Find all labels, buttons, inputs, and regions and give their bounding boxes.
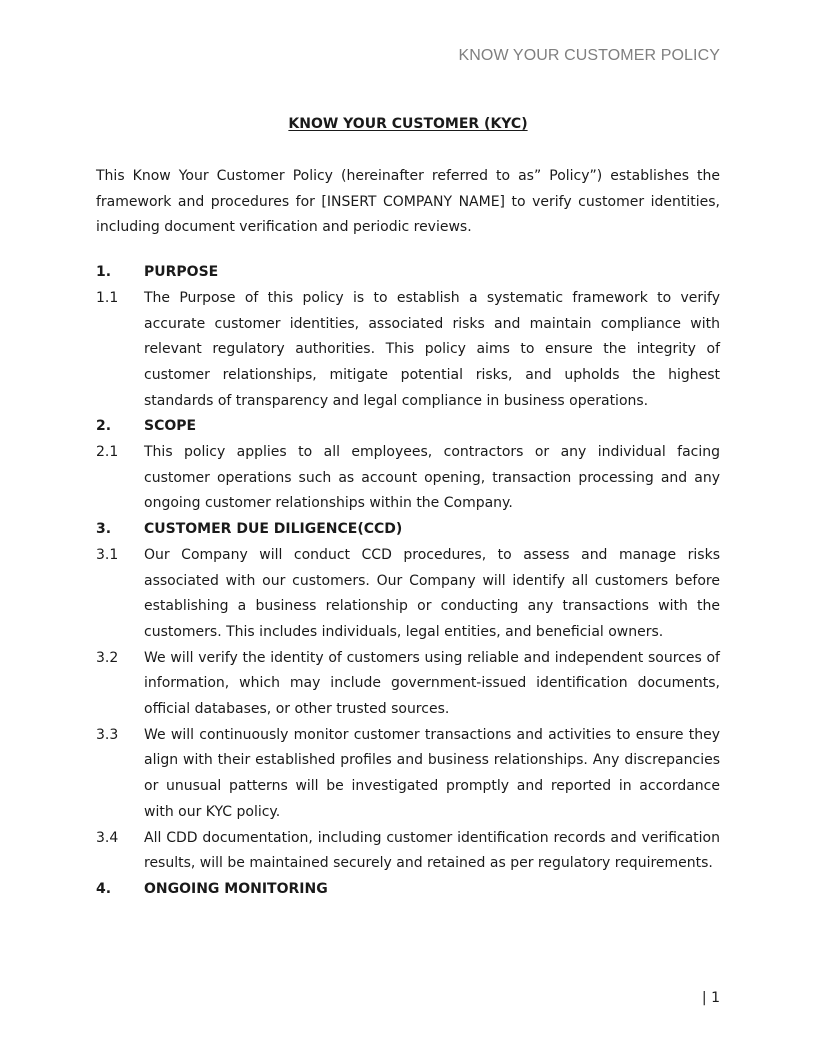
- section-number: 4.: [96, 880, 112, 897]
- clause-number: 3.3: [96, 726, 119, 743]
- clause-number: 1.1: [96, 289, 119, 306]
- clause-text: The Purpose of this policy is to establish a systematic framework to verify accurate customer identities, associated risks and maintain compliance with relevant regulatory authorities. This policy aims to ensure the integrity of customer relationships, mitigate potential risks, and upholds the highest standards of transparency and legal compliance in business operations.: [144, 289, 720, 409]
- running-header: KNOW YOUR CUSTOMER POLICY: [458, 47, 720, 64]
- clause-3-3: [96, 723, 720, 826]
- clause-text: We will continuously monitor customer transactions and activities to ensure they align with their established profiles and business relationships. Any discrepancies or unusual patterns will be investigated promptly and reported in accordance with our KYC policy.: [144, 726, 720, 820]
- clause-text: All CDD documentation, including customer identification records and verification results, will be maintained securely and retained as per regulatory requirements.: [144, 829, 720, 872]
- clause-number: 3.4: [96, 829, 119, 846]
- section-title: PURPOSE: [144, 264, 219, 281]
- document-body: [96, 164, 720, 903]
- section-number: 3.: [96, 521, 112, 538]
- clause-number: 3.2: [96, 649, 119, 666]
- document-title: KNOW YOUR CUSTOMER (KYC): [288, 116, 528, 132]
- clause-2-1: [96, 440, 720, 517]
- clause-text: This policy applies to all employees, contractors or any individual facing customer operations such as account opening, transaction processing and any ongoing customer relationships within the Company.: [144, 444, 720, 512]
- clause-text: Our Company will conduct CCD procedures, to assess and manage risks associated with our customers. Our Company will identify all customers before establishing a business relationship or conducting any transactions with the customers. This includes individuals, legal entities, and beneficial owners.: [144, 546, 720, 640]
- page-number: | 1: [701, 990, 720, 1006]
- clause-3-2: [96, 646, 720, 723]
- section-number: 1.: [96, 264, 112, 281]
- section-heading-scope: [96, 414, 720, 440]
- clause-1-1: [96, 286, 720, 415]
- section-heading-ongoing-monitoring: [96, 877, 720, 903]
- clause-3-4: [96, 826, 720, 877]
- section-number: 2.: [96, 418, 112, 435]
- section-heading-customer-due-diligence: [96, 517, 720, 543]
- intro-paragraph: This Know Your Customer Policy (hereinafter referred to as” Policy”) establishes the framework and procedures for [INSERT COMPANY NAME] to verify customer identities, including document verification and periodic reviews.: [96, 168, 720, 236]
- clause-number: 3.1: [96, 546, 119, 563]
- clause-number: 2.1: [96, 444, 119, 461]
- section-title: CUSTOMER DUE DILIGENCE(CCD): [144, 521, 403, 538]
- clause-text: We will verify the identity of customers using reliable and independent sources of information, which may include government-issued identification documents, official databases, or other trusted sources.: [144, 649, 720, 718]
- section-title: SCOPE: [144, 418, 197, 435]
- section-heading-purpose: [96, 260, 720, 286]
- clause-3-1: [96, 543, 720, 646]
- section-title: ONGOING MONITORING: [144, 880, 328, 897]
